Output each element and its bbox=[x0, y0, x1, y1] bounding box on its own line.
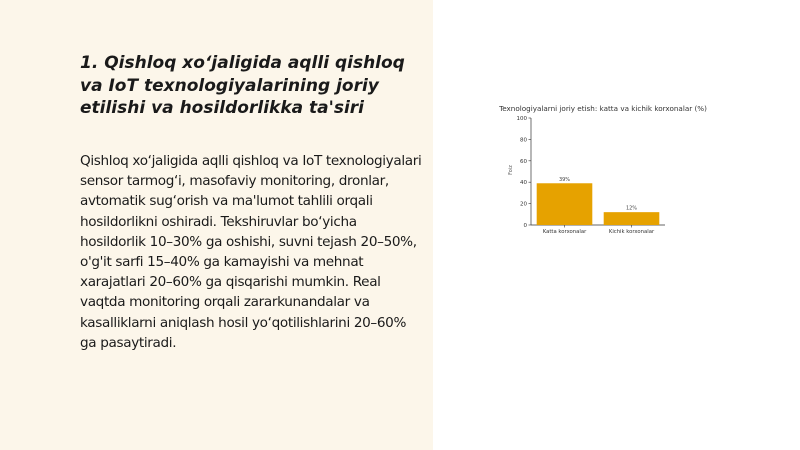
slide-body-text: Qishloq xo‘jaligida aqlli qishloq va IoT texnologiyalari sensor tarmog‘i, masofaviy monitoring, dronlar, avtomatik sug‘orish va ma'lumot tahlili orqali hosildorlikni oshiradi. Tekshiruvlar bo‘yicha hosildorlik 10–30% ga oshishi, suvni tejash 20–50%, o'g'it sarfi 15–40% ga kamayishi va mehnat xarajatlari 20–60% ga qisqarishi mumkin. Real vaqtda monitoring orqali zararkunandalar va kasalliklarni aniqlash hosil yo‘qotilishlarini 20–60% ga pasaytiradi. bbox=[80, 153, 422, 351]
y-tick-label: 60 bbox=[520, 158, 527, 165]
y-tick-label: 100 bbox=[516, 116, 527, 122]
y-tick-label: 40 bbox=[520, 180, 527, 187]
bar bbox=[537, 183, 593, 225]
y-tick-label: 20 bbox=[520, 201, 527, 208]
y-axis-label: Foiz bbox=[508, 165, 514, 175]
bar bbox=[604, 212, 660, 225]
x-tick-label: Kichik korxonalar bbox=[608, 229, 655, 235]
bar-value-label: 39% bbox=[558, 176, 571, 183]
x-tick-label: Katta korxonalar bbox=[542, 229, 587, 235]
chart-panel bbox=[433, 0, 800, 450]
slide-title: 1. Qishloq xo‘jaligida aqlli qishloq va IoT texnologiyalarining joriy etilishi va hosildorlikka ta'siri bbox=[80, 53, 405, 118]
bar-value-label: 12% bbox=[625, 205, 638, 212]
y-tick-label: 0 bbox=[523, 223, 527, 229]
chart-plot-area bbox=[517, 116, 666, 235]
y-tick-label: 80 bbox=[520, 137, 527, 144]
chart-title: Texnologiyalarni joriy etish: katta va kichik korxonalar (%) bbox=[499, 104, 707, 113]
bar-chart bbox=[433, 0, 800, 450]
